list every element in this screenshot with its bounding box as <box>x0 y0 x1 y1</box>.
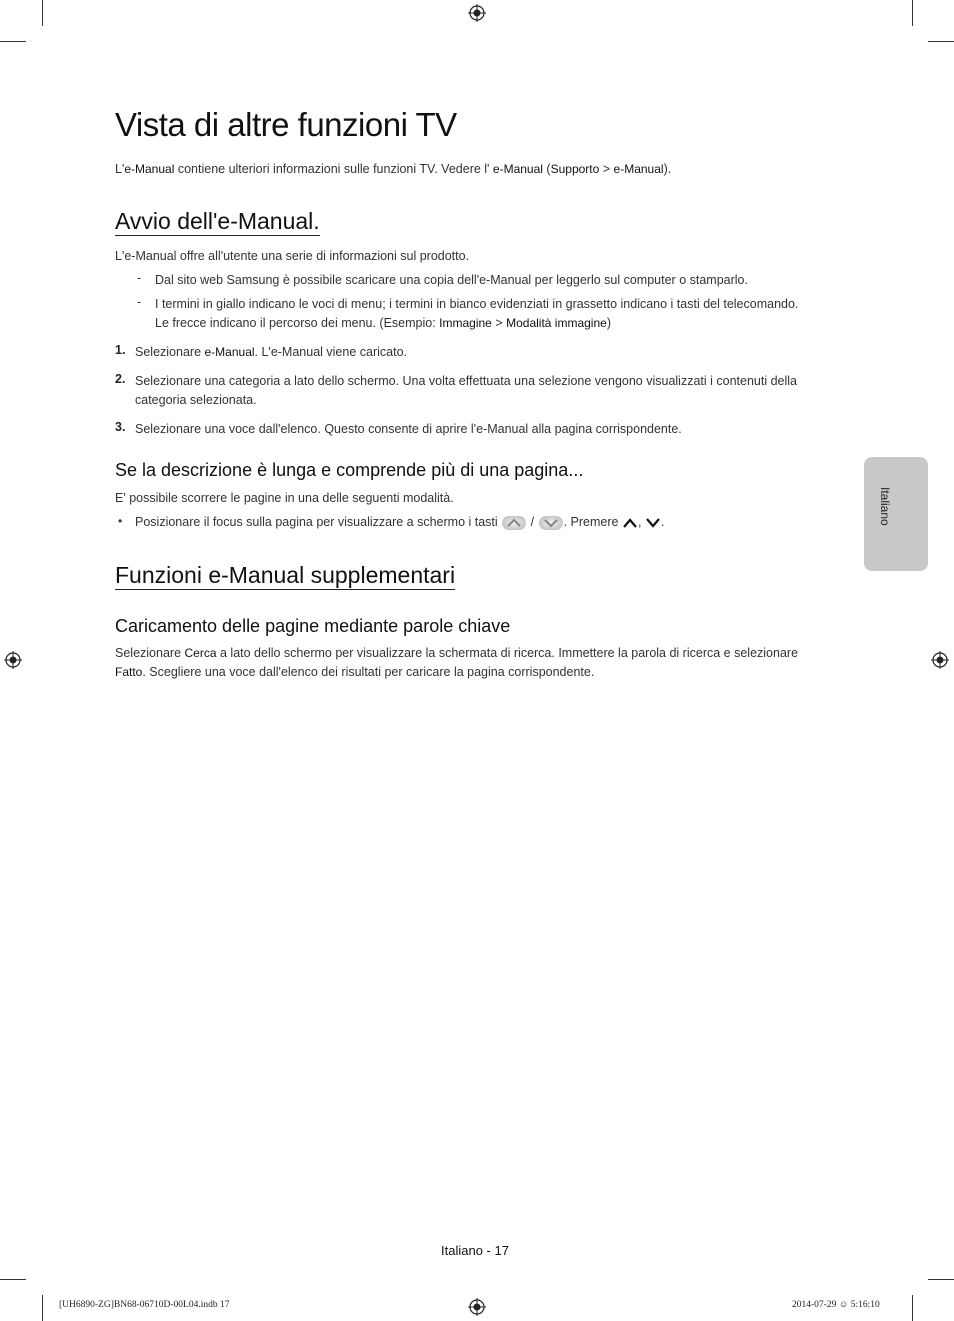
menu-term: Supporto <box>550 162 600 176</box>
intro-paragraph <box>115 160 671 179</box>
language-side-tab <box>864 457 928 571</box>
menu-term: e-Manual <box>492 162 543 176</box>
instruction-text: . Premere <box>563 515 619 529</box>
step-2-line2: categoria selezionata. <box>135 393 257 407</box>
crop-mark <box>912 0 913 26</box>
menu-term: Fatto <box>115 665 143 679</box>
scroll-instruction <box>135 513 664 532</box>
crop-mark <box>928 1279 954 1280</box>
intro-text: ). <box>663 162 672 176</box>
keyword-paragraph-line1 <box>115 644 798 663</box>
crop-mark <box>928 41 954 42</box>
section-heading-supplementari: Funzioni e-Manual supplementari <box>115 562 456 588</box>
instruction-text: / <box>527 515 538 529</box>
subsection-heading-keywords: Caricamento delle pagine mediante parole chiave <box>115 616 511 636</box>
page-title: Vista di altre funzioni TV <box>115 106 457 143</box>
print-file-info: [UH6890-ZG]BN68-06710D-00L04.indb 17 <box>59 1300 230 1310</box>
note-text: ) <box>606 316 611 330</box>
step-3: Selezionare una voce dall'elenco. Questo consente di aprire l'e-Manual alla pagina corrispondente. <box>135 422 682 436</box>
chevron-down-icon <box>538 514 564 532</box>
page-number: Italiano - 17 <box>441 1243 509 1258</box>
crop-mark <box>0 41 26 42</box>
registration-mark-icon <box>931 651 949 669</box>
menu-term: Immagine <box>439 316 492 330</box>
crop-mark <box>912 1295 913 1321</box>
note-terms: I termini in giallo indicano le voci di menu; i termini in bianco evidenziati in grassetto indicano i tasti del telecomando. <box>155 297 799 311</box>
step-text: Selezionare <box>135 345 205 359</box>
menu-term: e-Manual <box>613 162 664 176</box>
section-heading-avvio: Avvio dell'e-Manual. <box>115 208 320 234</box>
step-2-line1: Selezionare una categoria a lato dello schermo. Una volta effettuata una selezione vengono visualizzati i contenuti della <box>135 374 797 388</box>
step-number: 1. <box>115 343 126 357</box>
registration-mark-icon <box>468 1298 486 1316</box>
instruction-text: . <box>660 515 665 529</box>
dash-marker: - <box>137 295 142 309</box>
paragraph-text: a lato dello schermo per visualizzare la schermata di ricerca. Immettere la parola di ricerca e selezionare <box>216 646 799 660</box>
note-text: > <box>491 316 507 330</box>
crop-mark <box>0 1279 26 1280</box>
intro-text: contiene ulteriori informazioni sulle funzioni TV. Vedere l' <box>174 162 493 176</box>
print-date-info: 2014-07-29 ☺ 5:16:10 <box>792 1300 880 1310</box>
intro-text: ( <box>542 162 551 176</box>
paragraph-text: Selezionare <box>115 646 185 660</box>
bullet-marker: • <box>118 514 123 528</box>
paragraph-text: . Scegliere una voce dall'elenco dei risultati per caricare la pagina corrispondente. <box>142 665 595 679</box>
intro-text: L' <box>115 162 125 176</box>
subsection-desc: E' possibile scorrere le pagine in una delle seguenti modalità. <box>115 491 454 505</box>
note-arrows <box>155 314 611 333</box>
section1-desc: L'e-Manual offre all'utente una serie di informazioni sul prodotto. <box>115 249 470 263</box>
chevron-up-icon <box>622 517 638 529</box>
subsection-heading-pages: Se la descrizione è lunga e comprende più di una pagina... <box>115 460 584 480</box>
menu-term: Modalità immagine <box>506 316 607 330</box>
note-download: Dal sito web Samsung è possibile scaricare una copia dell'e-Manual per leggerlo sul computer o stamparlo. <box>155 273 748 287</box>
step-text: . L'e-Manual viene caricato. <box>254 345 407 359</box>
registration-mark-icon <box>4 651 22 669</box>
intro-text: > <box>599 162 614 176</box>
registration-mark-icon <box>468 4 486 22</box>
chevron-up-icon <box>501 514 527 532</box>
side-tab-label: Italiano <box>878 487 892 526</box>
menu-term: e-Manual <box>204 345 255 359</box>
crop-mark <box>42 1295 43 1321</box>
chevron-down-icon <box>645 517 661 529</box>
menu-term: Cerca <box>184 646 217 660</box>
crop-mark <box>42 0 43 26</box>
keyword-paragraph-line2 <box>115 663 594 682</box>
step-number: 2. <box>115 372 126 386</box>
step-1 <box>135 343 407 362</box>
instruction-text: Posizionare il focus sulla pagina per visualizzare a schermo i tasti <box>135 515 498 529</box>
instruction-text: , <box>637 515 642 529</box>
note-text: Le frecce indicano il percorso dei menu. (Esempio: <box>155 316 440 330</box>
menu-term: e-Manual <box>124 162 175 176</box>
step-number: 3. <box>115 420 126 434</box>
dash-marker: - <box>137 271 142 285</box>
